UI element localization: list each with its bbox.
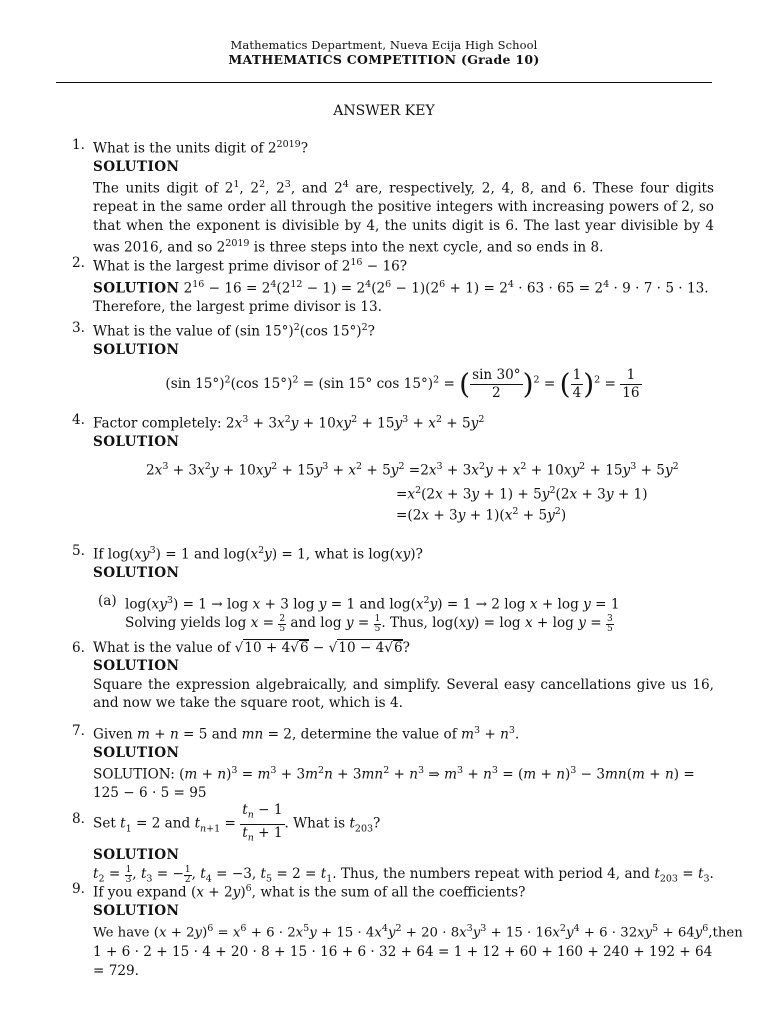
problem-4 (72, 411, 714, 451)
solution-text: $t_2$ = $\frac{1}{3}$ , $t_3$ = − $\frac{1}{2}$ , $t_4 = -3$, $t_5 = 2 = t_1$. Thus, the numbers repeat with period 4, and $t_{203} = t_3$. (93, 864, 714, 885)
solution-label: SOLUTION (93, 744, 180, 761)
solution-equation-line: $2x^3 + 3x^2y + 10xy^2 + 15y^3 + x^2 + 5y^2 =2x^3 + 3x^2y + x^2 + 10xy^2 + 15y^3 + 5y^2$ (146, 461, 679, 479)
department-name: Mathematics Department, Nueva Ecija High School (230, 38, 538, 52)
solution-text: Square the expression algebraically, and simplify. Several easy cancellations give us 16, and now we take the square root, which is 4. (93, 676, 714, 712)
solution-item: (a) $\log(xy^3) = 1 \to \log x + 3$ log y = 1 and $\log(x^2y) = 1 \to 2$ log x + log y = 1 Solving yields log x = $\frac{2}{5}$ and log y = $\frac{1}{5}$ . Thus, log(xy) = log x + log y = $\frac{3}{5}$ (98, 593, 620, 635)
problem-number: 4. (72, 412, 85, 428)
solution-label: SOLUTION (93, 658, 180, 675)
solution-label: SOLUTION (93, 847, 180, 864)
problem-question: Set $t_1 = 2$ and $t_{n+1}$ = $\frac{t_n - 1}{t_n + 1}$ . What is $t_{203}$? (93, 802, 381, 844)
problem-6 (72, 639, 714, 713)
problem-8 (72, 802, 714, 889)
solution-text: The units digit of $2^1$, $2^2$, $2^3$, and $2^4$ are, respectively, 2, 4, 8, and 6. These four digits repeat in the same order all through the positive integers with increasing powers of 2, so that when the exponent is divisible by 4, the units digit is 6. The last year divisible by 4 was 2016, and so $2^{2019}$ is three steps into the next cycle, and so ends in 8. (93, 179, 714, 256)
problem-5 (72, 542, 714, 634)
solution-label: SOLUTION (93, 433, 180, 450)
solution-equation-line: $=x^2(2x + 3y + 1) + 5y^2(2x + 3y + 1)$ (396, 485, 648, 503)
problem-3 (72, 319, 714, 402)
solution-text: 1 + 6 · 2 + 15 · 4 + 20 · 8 + 15 · 16 + 6 · 32 + 64 = 1 + 12 + 60 + 160 + 240 + 192 + 64 = 729. (93, 944, 713, 979)
problem-question: Given m + n = 5 and mn = 2, determine the value of $m^3 + n^3$. (93, 725, 520, 743)
problem-question: What is the value of √10 + 4√6 − √10 − 4√6? (93, 640, 410, 656)
problem-2 (72, 254, 714, 316)
solution-text: SOLUTION $2^{16} - 16 = 2^4(2^{12} - 1) = 2^4(2^6 - 1)(2^6 + 1) = 2^4 \cdot 63 \cdot 65 = 2^4 \cdot 9 \cdot 7 \cdot 5 \cdot 13$. (93, 278, 709, 297)
problem-number: 6. (72, 640, 85, 656)
problem-question: Factor completely: $2x^3 + 3x^2y + 10xy^2 + 15y^3 + x^2 + 5y^2$ (93, 414, 485, 432)
solution-equation-line: $=(2x + 3y + 1)(x^2 + 5y^2)$ (396, 506, 567, 524)
problem-number: 7. (72, 723, 85, 739)
problem-7 (72, 722, 714, 803)
problem-number: 1. (72, 137, 85, 153)
solution-conclusion: Therefore, the largest prime divisor is 13. (93, 298, 382, 315)
solution-label: SOLUTION (93, 564, 180, 581)
problem-number: 9. (72, 881, 85, 897)
answer-key-title: ANSWER KEY (333, 103, 435, 119)
solution-text: 125 − 6 · 5 = 95 (93, 785, 207, 802)
problem-question: What is the value of (sin 15°)$^2$(cos 15°)$^2$? (93, 322, 375, 340)
solution-label: SOLUTION (93, 158, 180, 175)
problem-question: What is the largest prime divisor of $2^{16} - 16$? (93, 257, 408, 275)
solution-text: SOLUTION: $(m + n)^3 = m^3 + 3m^2n + 3mn^2 + n^3$ ⇒ $m^3 + n^3 = (m + n)^3 - 3mn(m + n)$ = (93, 765, 695, 783)
problem-1 (72, 136, 714, 257)
competition-title: MATHEMATICS COMPETITION (Grade 10) (228, 52, 540, 67)
solution-label: SOLUTION (93, 341, 180, 358)
problem-question: If you expand $(x + 2y)^6$, what is the sum of all the coefficients? (93, 883, 526, 901)
problem-9 (72, 880, 743, 980)
solution-label: SOLUTION (93, 902, 180, 919)
problem-question: What is the units digit of $2^{2019}$? (93, 139, 309, 157)
problem-number: 8. (72, 811, 85, 827)
problem-number: 3. (72, 320, 85, 336)
solution-equation: (sin 15°)$^2$(cos 15°)$^2$ = (sin 15° cos 15°)$^2$ = ( $\frac{\sin 30^\circ}{2}$ )$^2$ = ( $\frac{1}{4}$ )$^2$ = $\frac{1}{16}$ (165, 367, 640, 402)
header-divider (56, 82, 712, 83)
problem-question: If $\log(xy^3) = 1$ and $\log(x^2y) = 1$, what is log(xy)? (93, 545, 423, 563)
problem-number: 5. (72, 543, 85, 559)
solution-text: We have $(x + 2y)^6 = x^6 + 6 \cdot 2x^5y + 15 \cdot 4x^4y^2 + 20 \cdot 8x^3y^3 + 15 \cdot 16x^2y^4 + 6 \cdot 32xy^5$ + $64y^6,then$ (93, 923, 743, 941)
problem-number: 2. (72, 255, 85, 271)
